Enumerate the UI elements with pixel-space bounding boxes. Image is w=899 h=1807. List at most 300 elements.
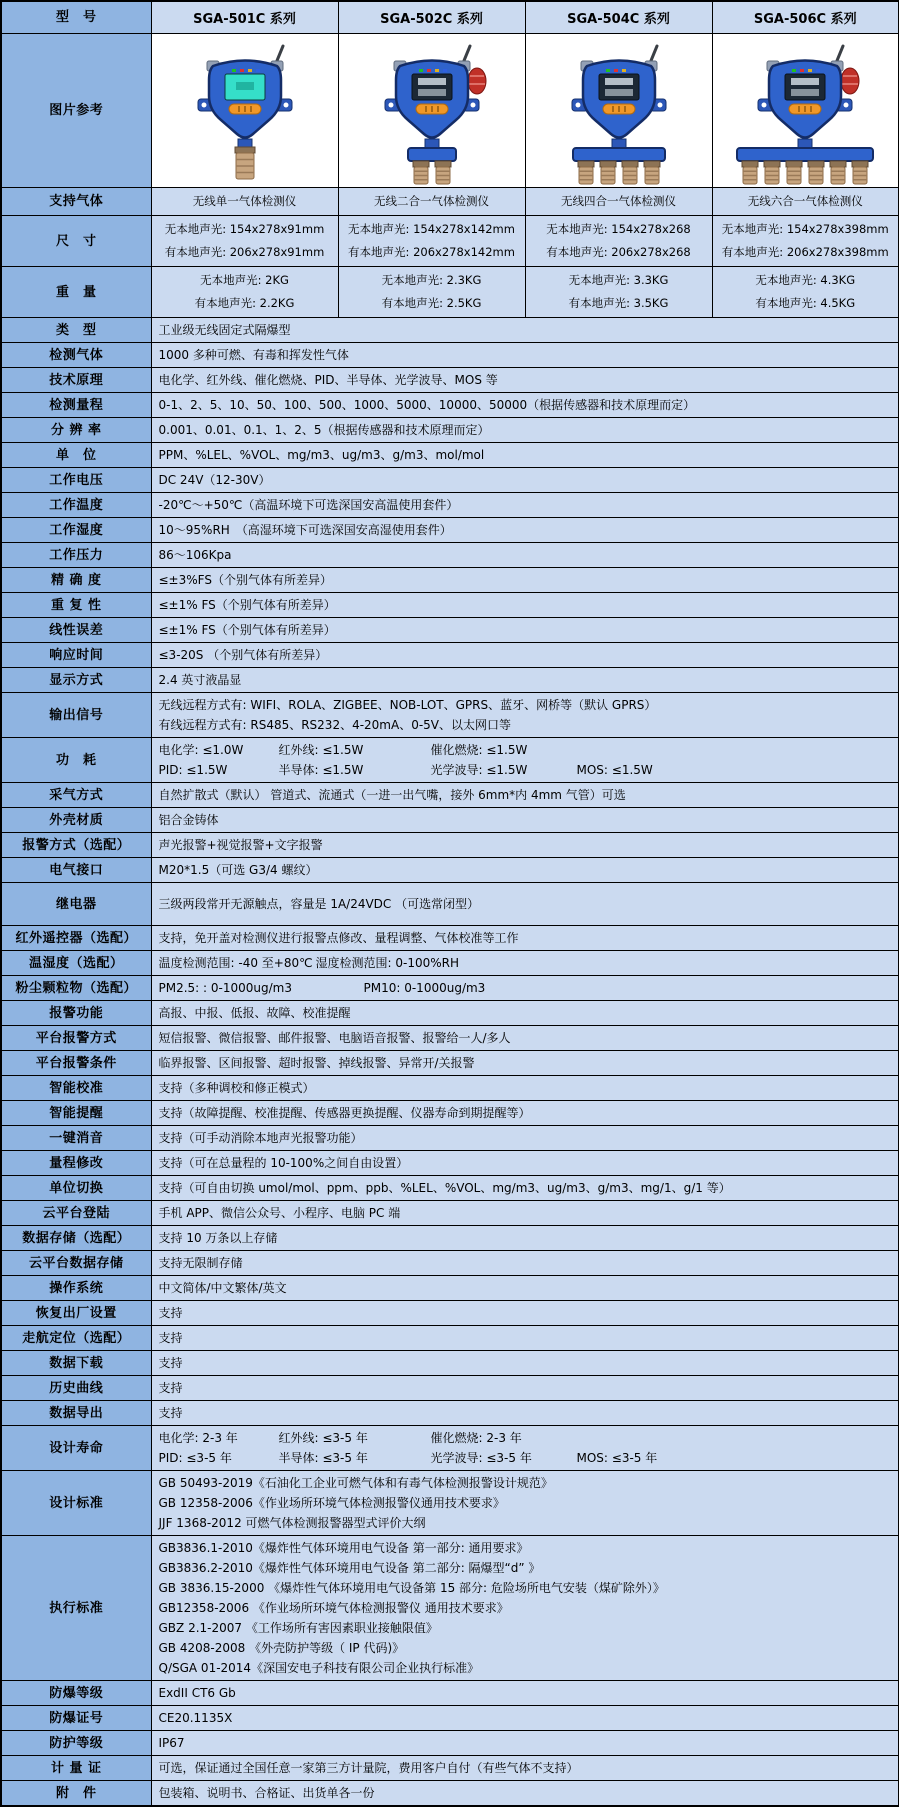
spec-value-line — [159, 1513, 892, 1533]
product-image-sga-504c — [534, 36, 704, 186]
product-image-sga-501c — [160, 36, 330, 186]
spec-value-cell — [151, 468, 899, 493]
spec-value-line: 无线二合一气体检测仪 — [374, 194, 489, 208]
spec-value-line — [159, 320, 892, 340]
spec-value-line: 有本地声光: 3.5KG — [568, 296, 669, 310]
table-row — [1, 883, 899, 926]
spec-value-line — [159, 470, 892, 490]
spec-value-segment: 支持无限制存储 — [158, 1255, 243, 1270]
spec-value-segment: PM10: 0-1000ug/m3 — [363, 980, 486, 995]
spec-value-segment: 有线远程方式有: RS485、RS232、4-20mA、0-5V、以太网口等 — [158, 717, 512, 732]
spec-value-line — [159, 495, 892, 515]
spec-row-label: 技术原理 — [1, 368, 151, 393]
spec-value-segment: 三级两段常开无源触点，容量是 1A/24VDC （可选常闭型） — [158, 896, 480, 911]
spec-value-cell — [151, 1301, 899, 1326]
spec-value-line — [159, 715, 892, 735]
spec-value-segment: 光学波导: ≤1.5W — [430, 762, 528, 777]
spec-value-cell — [151, 188, 338, 216]
spec-value-segment: GB3836.1-2010《爆炸性气体环境用电气设备 第一部分: 通用要求》 — [158, 1540, 529, 1555]
spec-value-line — [159, 1733, 892, 1753]
spec-value-segment: 工业级无线固定式隔爆型 — [158, 322, 291, 337]
spec-value-line — [159, 1303, 892, 1323]
table-row — [1, 318, 899, 343]
spec-row-label: 操作系统 — [1, 1276, 151, 1301]
lcd-screen — [412, 74, 452, 100]
manifold — [573, 148, 665, 161]
table-row — [1, 833, 899, 858]
spec-value-line — [159, 740, 892, 760]
spec-value-cell — [151, 1706, 899, 1731]
spec-value-line — [159, 1153, 892, 1173]
spec-value-segment: 无线远程方式有: WIFI、ROLA、ZIGBEE、NOB-LOT、GPRS、蓝牙、网桥等（默认 GPRS） — [158, 697, 657, 712]
spec-row-label: 一键消音 — [1, 1126, 151, 1151]
product-image-sga-506c — [720, 36, 890, 186]
spec-value-segment: 短信报警、微信报警、邮件报警、电脑语音报警、报警给一人/多人 — [158, 1030, 511, 1045]
spec-value-segment: 支持 — [158, 1355, 183, 1370]
spec-value-cell — [151, 738, 899, 783]
spec-value-segment: 支持 — [158, 1305, 183, 1320]
spec-value-segment: GB12358-2006 《作业场所环境气体检测报警仪 通用技术要求》 — [158, 1600, 509, 1615]
spec-value-cell — [151, 1276, 899, 1301]
spec-value-cell — [712, 188, 899, 216]
spec-value-line: 有本地声光: 2.5KG — [381, 296, 482, 310]
image-row-label: 图片参考 — [1, 34, 151, 188]
table-row — [1, 1301, 899, 1326]
spec-value-line: 无线六合一气体检测仪 — [747, 194, 863, 208]
product-image-cell — [338, 34, 525, 188]
spec-value-cell — [151, 1681, 899, 1706]
table-row — [1, 1351, 899, 1376]
spec-row-label: 工作压力 — [1, 543, 151, 568]
table-row — [1, 1731, 899, 1756]
spec-value-segment: 支持 — [158, 1380, 183, 1395]
table-row — [1, 1101, 899, 1126]
spec-row-label: 检测量程 — [1, 393, 151, 418]
spec-value-segment: 铝合金铸体 — [158, 812, 219, 827]
spec-value-segment: 自然扩散式（默认） 管道式、流通式（一进一出气嘴，接外 6mm*内 4mm 气管）可选 — [158, 787, 626, 802]
spec-value-line: 有本地声光: 4.5KG — [755, 296, 856, 310]
spec-value-cell — [151, 1781, 899, 1807]
table-row — [1, 1706, 899, 1731]
spec-value-cell — [151, 951, 899, 976]
spec-value-line — [159, 953, 892, 973]
spec-row-label: 尺 寸 — [1, 216, 151, 267]
spec-row-label: 平台报警方式 — [1, 1026, 151, 1051]
spec-value-line — [159, 1558, 892, 1578]
spec-value-segment: GB 4208-2008 《外壳防护等级（ IP 代码)》 — [158, 1640, 405, 1655]
alarm-beacon-icon — [468, 68, 486, 94]
spec-value-line: 无本地声光: 154x278x398mm — [721, 222, 889, 236]
table-row — [1, 1051, 899, 1076]
spec-value-cell — [151, 858, 899, 883]
spec-row-label: 平台报警条件 — [1, 1051, 151, 1076]
spec-value-line — [159, 1758, 892, 1778]
spec-value-line — [159, 1078, 892, 1098]
spec-value-cell — [151, 808, 899, 833]
spec-row-label: 执行标准 — [1, 1536, 151, 1681]
spec-value-cell — [151, 668, 899, 693]
spec-value-line — [159, 1708, 892, 1728]
spec-value-line — [159, 420, 892, 440]
spec-value-cell — [525, 188, 712, 216]
spec-value-segment: 支持（可自由切换 umol/mol、ppm、ppb、%LEL、%VOL、mg/m3、ug/m3、g/m3、mg/1、g/1 等） — [158, 1180, 731, 1195]
table-row — [1, 343, 899, 368]
spec-value-segment: GB 3836.15-2000 《爆炸性气体环境用电气设备第 15 部分: 危险场所电气安装（煤矿除外）》 — [158, 1580, 665, 1595]
spec-row-label: 响应时间 — [1, 643, 151, 668]
spec-value-segment: PID: ≤3-5 年 — [158, 1450, 232, 1465]
spec-value-cell — [151, 593, 899, 618]
spec-value-cell — [151, 1426, 899, 1471]
spec-value-segment: 声光报警+视觉报警+文字报警 — [158, 837, 323, 852]
spec-value-cell — [151, 1376, 899, 1401]
spec-value-cell — [151, 1126, 899, 1151]
spec-value-segment: 可选，保证通过全国任意一家第三方计量院，费用客户自付（有些气体不支持） — [158, 1760, 579, 1775]
table-row — [1, 393, 899, 418]
spec-value-line — [159, 1638, 892, 1658]
spec-value-line — [159, 445, 892, 465]
table-row — [1, 543, 899, 568]
spec-value-line — [159, 1598, 892, 1618]
spec-value-line — [159, 810, 892, 830]
spec-row-label: 工作电压 — [1, 468, 151, 493]
product-image-sga-502c — [347, 36, 517, 186]
model-row-label: 型 号 — [1, 1, 151, 34]
spec-value-line — [159, 1403, 892, 1423]
spec-value-line: 无本地声光: 2KG — [200, 273, 289, 287]
spec-value-line: 无线单一气体检测仪 — [192, 194, 297, 208]
spec-value-line — [159, 1428, 892, 1448]
spec-value-segment: GB 12358-2006《作业场所环境气体检测报警仪通用技术要求》 — [158, 1495, 505, 1510]
table-row — [1, 1001, 899, 1026]
spec-row-label: 显示方式 — [1, 668, 151, 693]
spec-value-line — [159, 545, 892, 565]
spec-value-cell — [151, 1101, 899, 1126]
spec-value-line: 有本地声光: 206x278x268 — [546, 245, 691, 259]
spec-value-line — [159, 1178, 892, 1198]
spec-value-segment: 催化燃烧: ≤1.5W — [430, 742, 528, 757]
spec-value-cell — [151, 976, 899, 1001]
spec-value-segment: 湿度检测范围: 0-100%RH — [315, 955, 459, 970]
spec-value-segment: 电化学: ≤1.0W — [158, 742, 244, 757]
spec-value-segment: 支持（可手动消除本地声光报警功能） — [158, 1130, 363, 1145]
table-row — [1, 783, 899, 808]
spec-value-cell — [151, 343, 899, 368]
spec-row-label: 工作温度 — [1, 493, 151, 518]
spec-row-label: 恢复出厂设置 — [1, 1301, 151, 1326]
spec-value-cell — [712, 267, 899, 318]
spec-value-segment: GBZ 2.1-2007 《工作场所有害因素职业接触限值》 — [158, 1620, 438, 1635]
spec-row-label: 数据存储（选配） — [1, 1226, 151, 1251]
spec-value-segment: 支持 — [158, 1405, 183, 1420]
spec-row-label: 数据导出 — [1, 1401, 151, 1426]
table-row — [1, 1026, 899, 1051]
model-header-row — [1, 1, 899, 34]
table-row — [1, 468, 899, 493]
spec-value-cell — [151, 883, 899, 926]
spec-value-line — [159, 345, 892, 365]
spec-row-label: 防护等级 — [1, 1731, 151, 1756]
spec-value-segment: 光学波导: ≤3-5 年 — [430, 1450, 532, 1465]
spec-value-segment: 半导体: ≤3-5 年 — [278, 1450, 368, 1465]
spec-value-segment: 催化燃烧: 2-3 年 — [430, 1430, 522, 1445]
spec-value-segment: 2.4 英寸液晶显 — [158, 672, 242, 687]
spec-value-line — [159, 1228, 892, 1248]
spec-row-label: 输出信号 — [1, 693, 151, 738]
spec-value-line: 无本地声光: 154x278x268 — [546, 222, 691, 236]
spec-value-segment: ≤±1% FS（个别气体有所差异） — [158, 622, 336, 637]
spec-row-label: 量程修改 — [1, 1151, 151, 1176]
spec-value-segment: IP67 — [158, 1735, 185, 1750]
table-row — [1, 1076, 899, 1101]
manifold — [408, 148, 456, 161]
spec-value-segment: 红外线: ≤3-5 年 — [278, 1430, 368, 1445]
spec-value-segment: 支持（多种调校和修正模式） — [158, 1080, 315, 1095]
table-row — [1, 593, 899, 618]
spec-row-label: 电气接口 — [1, 858, 151, 883]
spec-row-label: 重 量 — [1, 267, 151, 318]
spec-row-label: 单 位 — [1, 443, 151, 468]
table-row — [1, 1756, 899, 1781]
spec-value-line: 有本地声光: 206x278x142mm — [348, 245, 515, 259]
table-row — [1, 926, 899, 951]
spec-value-line — [159, 1378, 892, 1398]
spec-row-label: 智能校准 — [1, 1076, 151, 1101]
spec-value-segment: 温度检测范围: -40 至+80℃ — [158, 955, 313, 970]
spec-value-cell — [151, 518, 899, 543]
spec-value-line — [159, 928, 892, 948]
spec-value-cell — [151, 1076, 899, 1101]
spec-value-segment: 0-1、2、5、10、50、100、500、1000、5000、10000、50000（根据传感器和技术原理而定） — [158, 397, 696, 412]
table-row — [1, 1326, 899, 1351]
spec-value-cell — [151, 1226, 899, 1251]
spec-value-cell — [338, 216, 525, 267]
model-name: SGA-502C 系列 — [338, 1, 525, 34]
spec-value-segment: DC 24V（12-30V） — [158, 472, 271, 487]
spec-value-segment: ≤±1% FS（个别气体有所差异） — [158, 597, 336, 612]
spec-row-label: 云平台数据存储 — [1, 1251, 151, 1276]
spec-value-line: 无线四合一气体检测仪 — [561, 194, 676, 208]
spec-value-segment: 手机 APP、微信公众号、小程序、电脑 PC 端 — [158, 1205, 401, 1220]
spec-value-cell — [151, 1351, 899, 1376]
model-name: SGA-501C 系列 — [151, 1, 338, 34]
spec-value-segment: PM2.5: : 0-1000ug/m3 — [158, 980, 292, 995]
spec-value-line — [159, 1618, 892, 1638]
spec-value-line — [159, 670, 892, 690]
spec-value-line — [159, 1128, 892, 1148]
spec-row-label: 设计寿命 — [1, 1426, 151, 1471]
spec-value-line — [159, 1538, 892, 1558]
spec-value-segment: GB 50493-2019《石油化工企业可燃气体和有毒气体检测报警设计规范》 — [158, 1475, 553, 1490]
spec-value-line — [159, 595, 892, 615]
spec-row-label: 外壳材质 — [1, 808, 151, 833]
spec-value-segment: 半导体: ≤1.5W — [278, 762, 364, 777]
spec-value-cell — [151, 1001, 899, 1026]
spec-value-line: 无本地声光: 154x278x142mm — [348, 222, 515, 236]
spec-value-cell — [151, 643, 899, 668]
spec-row-label: 设计标准 — [1, 1471, 151, 1536]
spec-value-cell — [151, 1536, 899, 1681]
table-row — [1, 1401, 899, 1426]
spec-row-label: 工作湿度 — [1, 518, 151, 543]
spec-value-cell — [151, 368, 899, 393]
table-row — [1, 368, 899, 393]
spec-value-segment: 支持（故障提醒、校准提醒、传感器更换提醒、仪器寿命到期提醒等） — [158, 1105, 531, 1120]
spec-row-label: 功 耗 — [1, 738, 151, 783]
spec-value-line — [159, 760, 892, 780]
spec-value-cell — [338, 267, 525, 318]
spec-value-segment: MOS: ≤3-5 年 — [576, 1450, 658, 1465]
spec-value-segment: PID: ≤1.5W — [158, 762, 228, 777]
spec-row-label: 粉尘颗粒物（选配） — [1, 976, 151, 1001]
spec-value-line — [159, 1053, 892, 1073]
spec-value-cell — [151, 443, 899, 468]
spec-value-segment: 支持，免开盖对检测仪进行报警点修改、量程调整、气体校准等工作 — [158, 930, 519, 945]
spec-value-line — [159, 620, 892, 640]
spec-value-line — [159, 645, 892, 665]
spec-value-cell — [151, 1471, 899, 1536]
spec-value-segment: M20*1.5（可选 G3/4 螺纹） — [158, 862, 318, 877]
spec-row-label: 数据下载 — [1, 1351, 151, 1376]
spec-value-segment: Q/SGA 01-2014《深国安电子科技有限公司企业执行标准》 — [158, 1660, 480, 1675]
spec-value-line — [159, 1493, 892, 1513]
spec-value-cell — [151, 926, 899, 951]
spec-value-cell — [151, 618, 899, 643]
table-row — [1, 267, 899, 318]
spec-value-cell — [151, 1756, 899, 1781]
spec-value-segment: PPM、%LEL、%VOL、mg/m3、ug/m3、g/m3、mol/mol — [158, 447, 485, 462]
table-row — [1, 951, 899, 976]
spec-value-line — [159, 1473, 892, 1493]
spec-value-line: 有本地声光: 206x278x398mm — [721, 245, 889, 259]
spec-value-segment: 包装箱、说明书、合格证、出货单各一份 — [158, 1785, 375, 1800]
spec-value-segment: ≤±3%FS（个别气体有所差异） — [158, 572, 332, 587]
spec-value-segment: ExdII CT6 Gb — [158, 1685, 236, 1700]
spec-row-label: 支持气体 — [1, 188, 151, 216]
spec-value-segment: 1000 多种可燃、有毒和挥发性气体 — [158, 347, 349, 362]
table-row — [1, 443, 899, 468]
spec-value-line — [159, 1448, 892, 1468]
spec-value-cell — [151, 1051, 899, 1076]
spec-value-segment: 10～95%RH （高湿环境下可选深国安高湿使用套件） — [158, 522, 452, 537]
table-row — [1, 1781, 899, 1807]
table-row — [1, 1201, 899, 1226]
spec-value-segment: 临界报警、区间报警、超时报警、掉线报警、异常开/关报警 — [158, 1055, 475, 1070]
spec-value-line — [159, 695, 892, 715]
lcd-screen — [785, 74, 825, 100]
spec-row-label: 精 确 度 — [1, 568, 151, 593]
product-image-cell — [712, 34, 899, 188]
table-row — [1, 1176, 899, 1201]
table-row — [1, 1151, 899, 1176]
spec-value-cell — [151, 543, 899, 568]
spec-row-label: 分 辨 率 — [1, 418, 151, 443]
spec-row-label: 附 件 — [1, 1781, 151, 1807]
spec-value-line: 有本地声光: 206x278x91mm — [164, 245, 325, 259]
table-row — [1, 216, 899, 267]
spec-value-line — [159, 1003, 892, 1023]
spec-value-segment: 86～106Kpa — [158, 547, 232, 562]
spec-value-segment: 支持（可在总量程的 10-100%之间自由设置） — [158, 1155, 409, 1170]
spec-row-label: 智能提醒 — [1, 1101, 151, 1126]
spec-value-cell — [151, 493, 899, 518]
table-row — [1, 858, 899, 883]
spec-row-label: 类 型 — [1, 318, 151, 343]
spec-row-label: 防爆证号 — [1, 1706, 151, 1731]
spec-value-cell — [151, 693, 899, 738]
table-row — [1, 1471, 899, 1536]
spec-value-cell — [151, 1401, 899, 1426]
spec-value-cell — [151, 833, 899, 858]
spec-value-segment: 支持 10 万条以上存储 — [158, 1230, 278, 1245]
spec-value-line — [159, 1253, 892, 1273]
spec-value-cell — [151, 1176, 899, 1201]
spec-row-label: 报警功能 — [1, 1001, 151, 1026]
spec-value-line — [159, 1103, 892, 1123]
spec-row-label: 线性误差 — [1, 618, 151, 643]
table-row — [1, 693, 899, 738]
spec-value-line — [159, 835, 892, 855]
spec-value-cell — [525, 267, 712, 318]
spec-value-cell — [151, 1731, 899, 1756]
table-row — [1, 1251, 899, 1276]
spec-value-cell — [151, 1026, 899, 1051]
spec-value-line — [159, 395, 892, 415]
spec-value-line — [159, 370, 892, 390]
spec-row-label: 采气方式 — [1, 783, 151, 808]
spec-value-cell — [151, 418, 899, 443]
spec-value-segment: JJF 1368-2012 可燃气体检测报警器型式评价大纲 — [158, 1515, 426, 1530]
model-name: SGA-506C 系列 — [712, 1, 899, 34]
spec-row-label: 继电器 — [1, 883, 151, 926]
spec-row-label: 历史曲线 — [1, 1376, 151, 1401]
spec-value-cell — [525, 216, 712, 267]
alarm-beacon-icon — [841, 68, 859, 94]
spec-value-line — [159, 1028, 892, 1048]
product-image-cell — [151, 34, 338, 188]
spec-row-label: 走航定位（选配） — [1, 1326, 151, 1351]
table-row — [1, 1276, 899, 1301]
spec-value-cell — [151, 1201, 899, 1226]
spec-value-cell — [151, 1326, 899, 1351]
product-image-cell — [525, 34, 712, 188]
spec-value-line — [159, 1578, 892, 1598]
spec-value-line — [159, 894, 892, 914]
spec-row-label: 红外遥控器（选配） — [1, 926, 151, 951]
table-row — [1, 1681, 899, 1706]
manifold — [737, 148, 873, 161]
spec-value-segment: 0.001、0.01、0.1、1、2、5（根据传感器和技术原理而定） — [158, 422, 490, 437]
spec-value-line — [159, 1353, 892, 1373]
table-row — [1, 1536, 899, 1681]
spec-value-cell — [151, 216, 338, 267]
spec-row-label: 计 量 证 — [1, 1756, 151, 1781]
spec-row-label: 检测气体 — [1, 343, 151, 368]
table-row — [1, 1126, 899, 1151]
table-row — [1, 568, 899, 593]
table-row — [1, 808, 899, 833]
spec-value-cell — [151, 568, 899, 593]
spec-value-line — [159, 520, 892, 540]
spec-value-segment: 高报、中报、低报、故障、校准提醒 — [158, 1005, 351, 1020]
spec-value-segment: ≤3-20S （个别气体有所差异） — [158, 647, 328, 662]
spec-value-cell — [151, 393, 899, 418]
spec-value-cell — [712, 216, 899, 267]
spec-value-segment: -20℃～+50℃（高温环境下可选深国安高温使用套件） — [158, 497, 459, 512]
table-row — [1, 643, 899, 668]
spec-value-segment: GB3836.2-2010《爆炸性气体环境用电气设备 第二部分: 隔爆型“d” 》 — [158, 1560, 541, 1575]
spec-row-label: 单位切换 — [1, 1176, 151, 1201]
spec-value-line: 无本地声光: 3.3KG — [568, 273, 669, 287]
